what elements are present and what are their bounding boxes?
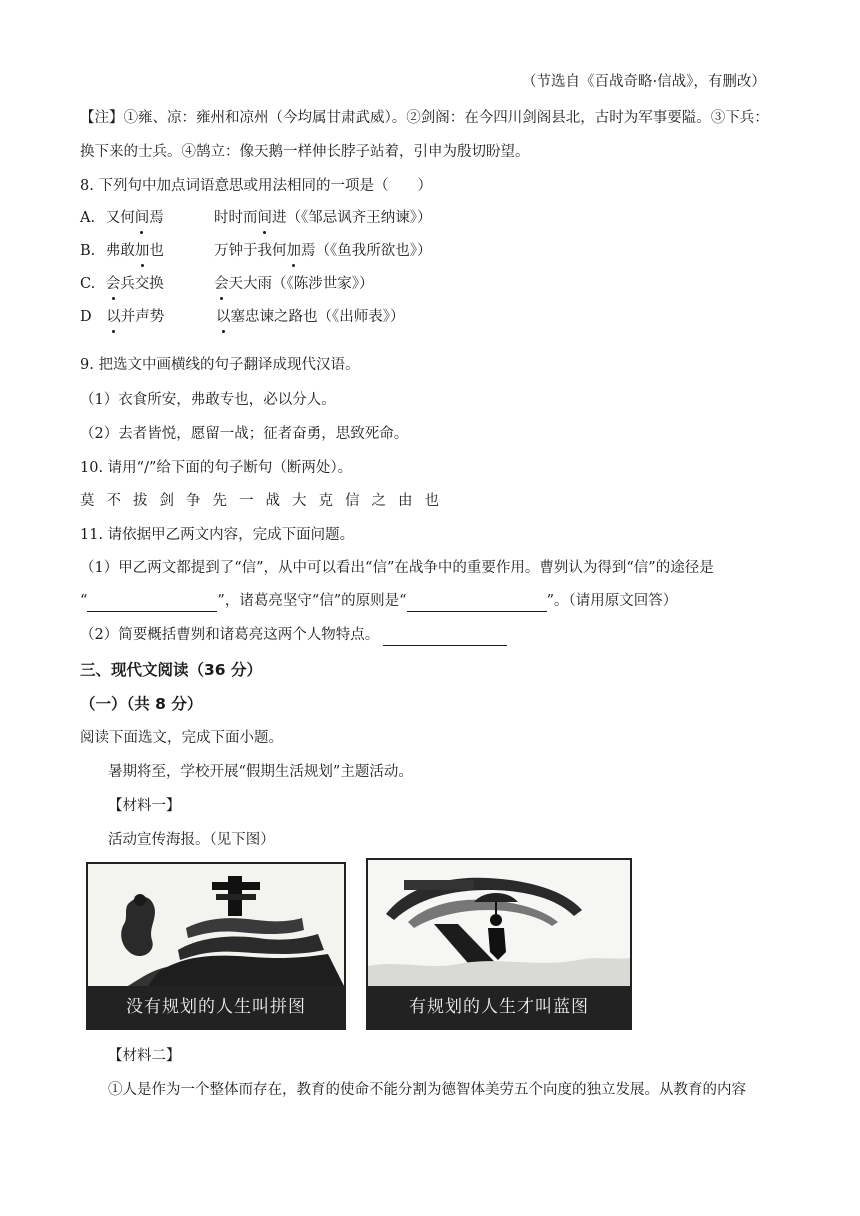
answer-blank-3[interactable] <box>383 625 507 646</box>
blueprint-figure-icon <box>368 860 630 986</box>
section-intro: 暑期将至，学校开展“假期生活规划”主题活动。 <box>108 764 413 780</box>
material-2-paragraph-1: ①人是作为一个整体而存在，教育的使命不能分割为德智体美劳五个向度的独立发展。从教育的内容 <box>108 1082 746 1098</box>
jigsaw-figure-icon <box>88 864 344 986</box>
section-title: 三、现代文阅读（36 分） <box>80 661 262 679</box>
material-1-label: 【材料一】 <box>108 798 181 814</box>
section-instruction: 阅读下面选文，完成下面小题。 <box>80 730 283 746</box>
q8-option-a-example: 时时而间进（《邹忌讽齐王纳谏》） <box>214 210 432 226</box>
poster-right-caption: 有规划的人生才叫蓝图 <box>368 986 630 1028</box>
q8-stem: 8. 下列句中加点词语意思或用法相同的一项是（ ） <box>80 178 432 194</box>
poster-left <box>86 862 346 1030</box>
answer-blank-2[interactable] <box>407 591 547 612</box>
poster-left-caption: 没有规划的人生叫拼图 <box>88 986 344 1028</box>
source-line: （节选自《百战奇略·信战》，有删改） <box>522 74 766 90</box>
q10-sentence: 莫 不 拔 剑 争 先 一 战 大 克 信 之 由 也 <box>80 493 439 509</box>
note-line-2: 换下来的士兵。④鹄立：像天鹅一样伸长脖子站着，引申为殷切盼望。 <box>80 144 530 160</box>
answer-blank-1[interactable] <box>87 591 217 612</box>
q9-item-2: （2）去者皆悦，愿留一战；征者奋勇，思致死命。 <box>80 426 409 442</box>
q9-item-1: （1）衣食所安，弗敢专也，必以分人。 <box>80 392 336 408</box>
option-label: C. <box>80 276 96 292</box>
q8-option-c-example: 会天大雨（《陈涉世家》） <box>214 276 374 292</box>
q8-option-a[interactable] <box>80 208 164 228</box>
section-subtitle: （一）（共 8 分） <box>80 695 203 713</box>
note-line-1: 【注】①雍、凉：雍州和凉州（今均属甘肃武威）。②剑阁：在今四川剑阁县北，古时为军事要隘。③下兵： <box>80 110 769 126</box>
option-text: 弗敢加也 <box>105 243 164 259</box>
q11-stem: 11. 请依据甲乙两文内容，完成下面问题。 <box>80 527 355 543</box>
q9-stem: 9. 把选文中画横线的句子翻译成现代汉语。 <box>80 357 360 373</box>
q8-option-b[interactable] <box>80 241 164 261</box>
q10-stem: 10. 请用“/”给下面的句子断句（断两处）。 <box>80 460 353 476</box>
q11-part1-line1: （1）甲乙两文都提到了“信”，从中可以看出“信”在战争中的重要作用。曹刿认为得到“信”的途径是 <box>80 560 714 576</box>
option-label: B. <box>80 243 96 259</box>
material-2-label: 【材料二】 <box>108 1048 181 1064</box>
q8-option-b-example: 万钟于我何加焉（《鱼我所欲也》） <box>214 243 432 259</box>
option-text: 会兵交换 <box>105 276 164 292</box>
option-label: A. <box>80 210 96 226</box>
q8-option-d[interactable] <box>80 307 164 327</box>
material-1-description: 活动宣传海报。（见下图） <box>108 832 275 848</box>
q11-part2: （2）简要概括曹刿和诸葛亮这两个人物特点。 <box>80 625 507 646</box>
option-text: 以并声势 <box>106 309 165 325</box>
q11-part1-line2: “ ”，诸葛亮坚守“信”的原则是“ ”。（请用原文回答） <box>80 591 677 612</box>
option-text: 又何间焉 <box>105 210 164 226</box>
q8-option-d-example: 以塞忠谏之路也（《出师表》） <box>216 309 405 325</box>
poster-right <box>366 858 632 1030</box>
q8-option-c[interactable] <box>80 274 164 294</box>
option-label: D <box>80 309 92 325</box>
